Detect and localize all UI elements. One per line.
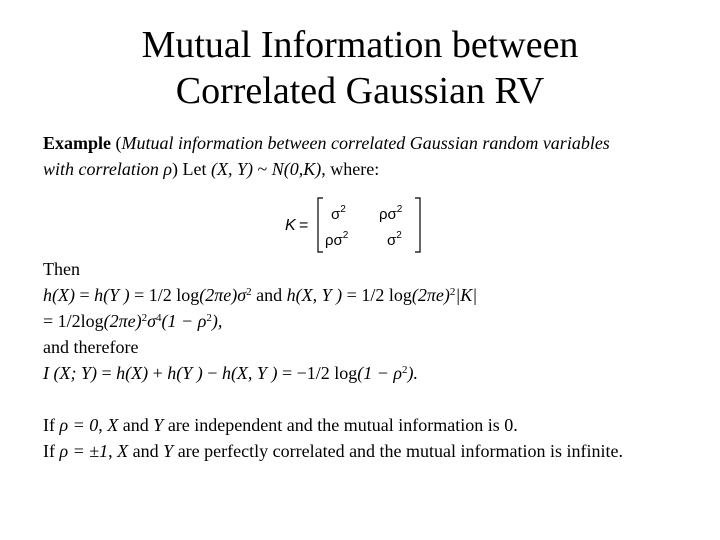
derivation-then: Then [43,259,80,279]
matrix-lhs: K [285,217,296,234]
matrix-right-bracket [415,198,420,252]
derivation-paragraph [43,256,693,386]
title-line-1: Mutual Information between [141,24,579,66]
example-close-paren: ) [171,159,178,179]
example-line-1 [43,130,693,156]
example-label: Example [43,133,112,153]
matrix-entry-12: $\rho\sigma^2$ [379,204,403,223]
conclusion-line-1: If ρ = 0, X and Y are independent and the mutual information is 0. [43,415,518,435]
matrix-entry-22: $\sigma^2$ [387,230,402,249]
example-let: Let [177,159,211,179]
example-line-2 [43,156,693,182]
example-paragraph [43,130,693,182]
example-description-1: Mutual information between correlated Gaussian random variables [121,133,610,153]
derivation-line-4: and therefore [43,337,139,357]
example-tilde: ~ [252,159,272,179]
covariance-matrix-figure [285,192,435,256]
matrix-entry-21: $\rho\sigma^2$ [325,230,349,249]
title-line-2: Correlated Gaussian RV [175,70,545,112]
example-distribution: N(0,K) [271,159,322,179]
example-open-paren: ( [111,133,122,153]
slide-title [0,22,720,114]
example-description-2: with correlation [43,159,164,179]
matrix-entry-11: $\sigma^2$ [331,204,346,223]
derivation-line-3: = $1/2\log(2\pi e)^2\sigma^4(1 - \rho^2)$, [43,311,223,331]
matrix-left-bracket [318,198,323,252]
example-xy: (X, Y) [210,159,253,179]
example-where: , where: [321,159,380,179]
conclusion-line-2: If ρ = ±1, X and Y are perfectly correlated and the mutual information is infinite. [43,441,624,461]
example-rho: ρ [163,159,172,179]
derivation-line-5: I (X; Y) = h(X) + h(Y ) − h(X, Y ) = −1/2 $\log(1 - \rho^2)$. [43,363,419,383]
conclusion-paragraph [43,412,693,464]
derivation-line-2: h(X) = h(Y ) = 1/2 $\log(2\pi e)\sigma^2$ and h(X, Y ) = 1/2 $\log(2\pi e)^2|K|$ [43,285,478,305]
covariance-matrix [285,192,435,256]
matrix-equals: = [299,217,309,234]
